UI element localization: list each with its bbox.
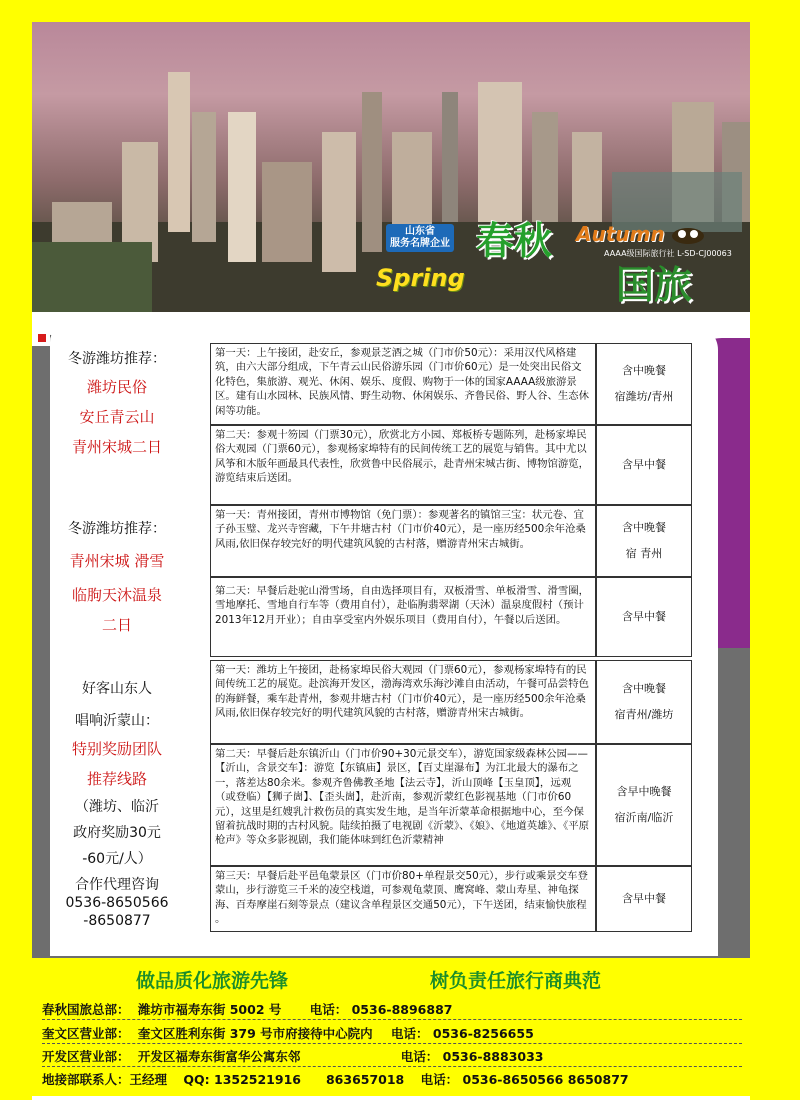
meal-text: 含早中餐: [622, 892, 666, 905]
office-line: [42, 1000, 452, 1018]
section-heading: 好客山东人: [82, 681, 152, 697]
brand-emblem-icon: [670, 224, 706, 246]
meal-info: [596, 425, 692, 505]
tel-label: 电话：: [309, 1002, 348, 1017]
meal-info: [596, 577, 692, 657]
itinerary-day: 第一天：上午接团，赴安丘，参观景芝酒之城（门市价50元）：采用汉代风格建筑，由六大部分组成，下午青云山民俗游乐园（门市价60元）是一处突出民俗文化特色，集旅游、观光、休闲、娱乐、度假、购物于一体的国家AAAA级旅游景区。建有山水园林、民族风情、野生动物、休闲娱乐、齐鲁民俗、野人谷、生态休闲等功能。: [210, 343, 596, 425]
brand-chunqiu: 春秋: [476, 218, 553, 263]
meal-info: [596, 505, 692, 577]
itinerary-day: 第二天：参观十笏园（门票30元），欣赏北方小园、郑板桥专题陈列，赴杨家埠民俗大观园（门票60元），参观杨家埠特有的民间传统工艺的展览与销售。其中尤以风筝和木版年画最具代表性，欣赏鲁中民俗展示，赴青州宋城古街、博物馆游览，游览结束后送团。: [210, 425, 596, 505]
tel-label: 电话：: [420, 1072, 459, 1087]
tel-label: 电话：: [391, 1026, 429, 1041]
lodging-text: 宿潍坊/青州: [614, 390, 674, 403]
brand-autumn: Autumn: [576, 222, 665, 246]
section-heading: 冬游潍坊推荐：: [68, 521, 166, 537]
reward-note: 政府奖励30元: [73, 825, 161, 841]
meal-text: 含中晚餐: [622, 364, 666, 377]
brand-aaaa-note: AAAA级国际旅行社 L-SD-CJ00063: [604, 249, 732, 258]
office-tel: 0536-8256655: [432, 1026, 534, 1041]
section-heading: 唱响沂蒙山：: [75, 713, 159, 729]
qq-label: QQ:: [183, 1072, 210, 1087]
ground-contact-line: [42, 1070, 629, 1088]
bullet-icon: [38, 334, 46, 342]
ground-tel: 0536-8650566 8650877: [462, 1072, 629, 1087]
contact-label: 合作代理咨询: [75, 877, 159, 893]
brand-guolv: 国旅: [616, 262, 693, 307]
divider: [42, 1019, 742, 1020]
route-name: 青州宋城 滑雪: [69, 552, 165, 570]
qq-numbers: 1352521916 863657018: [214, 1072, 405, 1087]
route-name: 青州宋城二日: [71, 438, 162, 456]
meal-text: 含早中餐: [622, 458, 666, 471]
route-name: 推荐线路: [86, 770, 147, 788]
reward-note: （潍坊、临沂: [75, 799, 159, 815]
meal-text: 含早中晚餐: [616, 785, 672, 798]
contact-phone: 0536-8650566: [65, 895, 169, 911]
route-name: 特别奖励团队: [71, 740, 162, 758]
section-3-label: [42, 676, 192, 930]
lodging-text: 宿 青州: [625, 547, 663, 560]
meal-text: 含早中餐: [622, 610, 666, 623]
itinerary-day: 第一天：青州接团，青州市博物馆（免门票）：参观著名的镇馆三宝：状元卷、宜子孙玉璧、龙兴寺窖藏，下午井塘古村（门市价40元），是一座历经500余年沧桑风雨,依旧保存较完好的明代建筑风貌的古村落，赠游青州宋古城街。: [210, 505, 596, 577]
itinerary-day: 第三天：早餐后赴平邑龟蒙景区（门市价80+单程景交50元），步行或乘景交车登蒙山，步行游览三千米的凌空栈道，可参观龟蒙顶、鹰窝峰、蒙山寿星、神龟探海、百寿摩崖石刻等景点（建议含单程景区交通50元），下午送团，结束愉快旅程 。: [210, 866, 596, 932]
brand-logo: [376, 212, 746, 307]
office-tel: 0536-8896887: [351, 1002, 453, 1017]
office-address: 奎文区胜利东街 379 号市府接待中心院内: [137, 1026, 373, 1041]
office-tel: 0536-8883033: [442, 1049, 544, 1064]
footer-panel: [32, 958, 750, 1096]
contact-phone: -8650877: [83, 913, 151, 929]
itinerary-day: 第一天：潍坊上午接团，赴杨家埠民俗大观园（门票60元），参观杨家埠特有的民间传统工艺的展览。赴滨海开发区，渤海湾欢乐海沙滩自由活动，午餐可品尝特色的海鲜餐，乘车赴青州，参观井塘古村（门市价40元），是一座历经500余年沧桑风雨,依旧保存较完好的明代建筑风貌的古村落，赠游青州宋古城街。: [210, 660, 596, 744]
office-line: [42, 1047, 544, 1065]
lodging-text: 宿沂南/临沂: [614, 811, 674, 824]
route-name: 二日: [101, 616, 132, 634]
route-name: 安丘青云山: [79, 408, 155, 426]
route-name: 潍坊民俗: [86, 378, 147, 396]
section-heading: 冬游潍坊推荐：: [68, 351, 166, 367]
meal-info: [596, 660, 692, 744]
itinerary-day: 第二天：早餐后赴驼山滑雪场，自由选择项目有，双板滑雪、单板滑雪、滑雪圈，雪地摩托、雪地自行车等（费用自付），赴临朐翡翠湖（天沐）温泉度假村（预计2013年12月开业）；自由享受室内外娱乐项目（费用自付），午餐以后送团。: [210, 577, 596, 657]
divider: [42, 1066, 742, 1067]
brand-spring: Spring: [376, 264, 465, 292]
divider: [42, 1043, 742, 1044]
ground-contact-label: 地接部联系人：王经理: [42, 1072, 168, 1087]
city-skyline-photo: [32, 22, 750, 312]
slogan-2: 树负责任旅行商典范: [430, 970, 602, 992]
meal-info: [596, 744, 692, 866]
office-address: 潍坊市福寿东街 5002 号: [137, 1002, 282, 1017]
office-address: 开发区福寿东街富华公寓东邻: [137, 1049, 301, 1064]
section-2-label: [42, 516, 192, 640]
office-name: 开发区营业部：: [42, 1049, 130, 1064]
meal-info: [596, 866, 692, 932]
office-name: 奎文区营业部：: [42, 1026, 130, 1041]
section-1-label: [42, 346, 192, 462]
route-name: 临朐天沐温泉: [71, 586, 162, 604]
office-line: [42, 1024, 534, 1042]
brand-subtitle-line2: 服务名牌企业: [390, 238, 450, 249]
lodging-text: 宿青州/潍坊: [614, 708, 674, 721]
meal-text: 含中晚餐: [622, 521, 666, 534]
meal-info: [596, 343, 692, 425]
brand-subtitle-line1: 山东省: [405, 226, 435, 237]
reward-note: -60元/人）: [82, 851, 152, 867]
meal-text: 含中晚餐: [622, 682, 666, 695]
slogan-1: 做品质化旅游先锋: [136, 970, 289, 992]
itinerary-day: 第二天：早餐后赴东镇沂山（门市价90+30元景交车），游览国家级森林公园——【沂山，含景交车】：游览【东镇庙】景区，【百丈崖瀑布】为江北最大的瀑布之一，落差达80余米。参观齐鲁佛教圣地【法云寺】，沂山顶峰【玉皇顶】，远观（或登临）【狮子崮】、【歪头崮】，赴沂南，参观沂蒙红色影视基地（门市价60元），这里是红嫂乳汁救伤员的真实发生地，是当年沂蒙革命根据地中心，至今保留着抗战时期的古村风貌。陆续拍摄了电视剧《沂蒙》、《娘》、《地道英雄》、《平原枪声》等众多影视剧，我们能体味到红色沂蒙精神: [210, 744, 596, 866]
brand-subtitle: [386, 224, 454, 252]
tel-label: 电话：: [400, 1049, 439, 1064]
office-name: 春秋国旅总部：: [42, 1002, 130, 1017]
